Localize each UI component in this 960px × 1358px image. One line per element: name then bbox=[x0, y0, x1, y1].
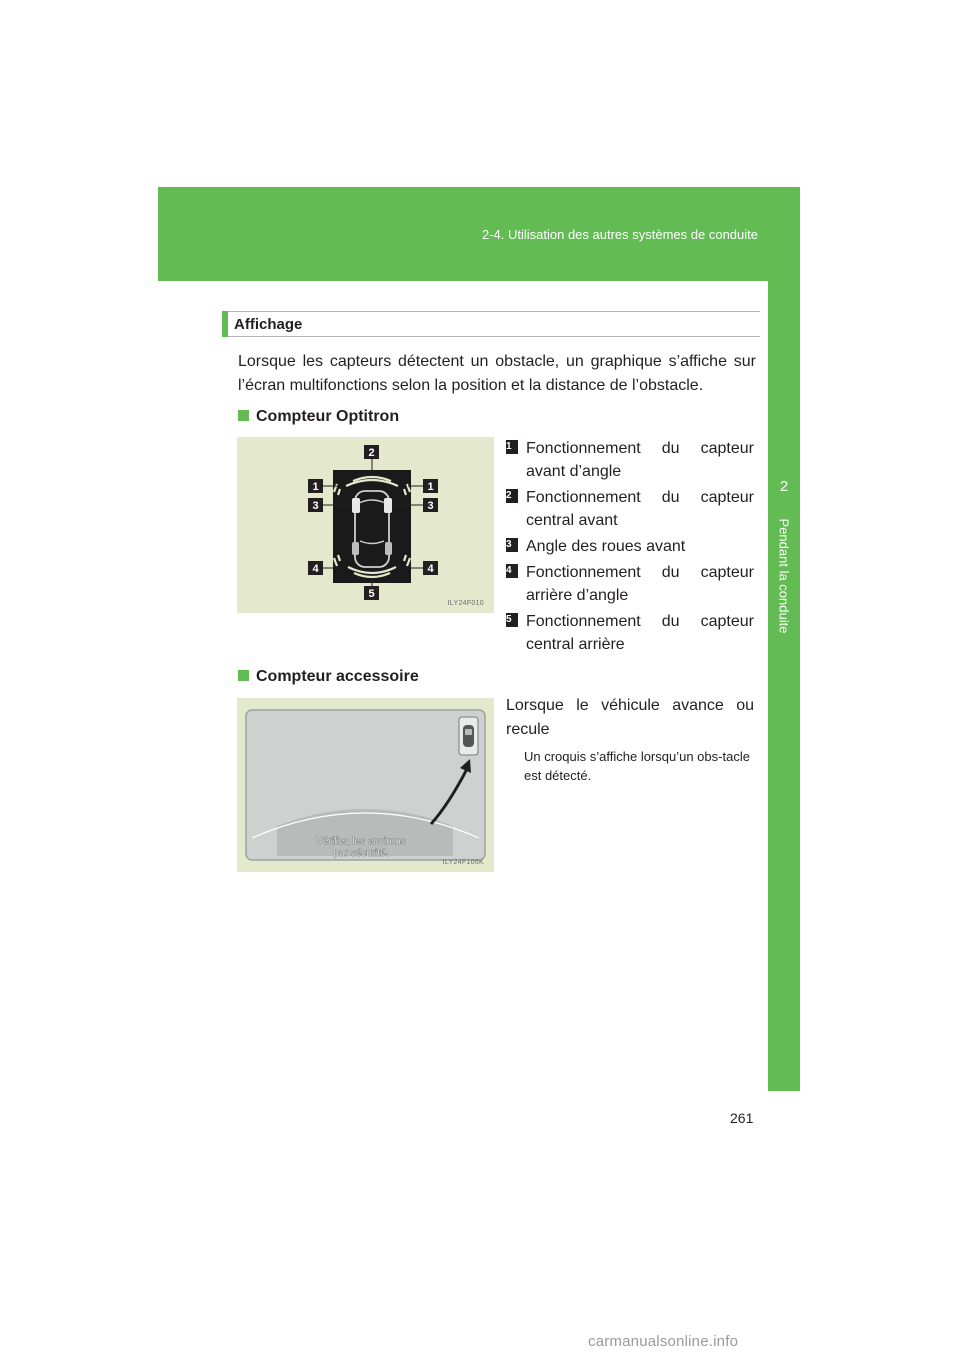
legend-text: Fonctionnement du capteur central arrière bbox=[526, 613, 754, 653]
figure-code: ILY24F010 bbox=[447, 600, 484, 607]
callout-number-icon: 5 bbox=[506, 613, 518, 627]
callout-number-icon: 2 bbox=[506, 489, 518, 503]
square-bullet-icon bbox=[238, 410, 249, 421]
square-bullet-icon bbox=[238, 670, 249, 681]
svg-text:1: 1 bbox=[427, 481, 434, 493]
section-accent-bar bbox=[222, 311, 228, 337]
intro-paragraph: Lorsque les capteurs détectent un obstacle, un graphique s’affiche sur l’écran multifonctions selon la position et la distance de l’obstacle. bbox=[238, 353, 756, 394]
svg-text:4: 4 bbox=[312, 563, 319, 575]
legend-text: Fonctionnement du capteur central avant bbox=[526, 489, 754, 529]
accessory-diagram bbox=[237, 698, 494, 872]
svg-text:4: 4 bbox=[427, 563, 434, 575]
chapter-side-tab bbox=[768, 281, 800, 1091]
page-number: 261 bbox=[730, 1110, 754, 1126]
legend-text: Fonctionnement du capteur arrière d’angle bbox=[526, 564, 754, 604]
callout-number-icon: 1 bbox=[506, 440, 518, 454]
screen-message-line2: par sécurité. bbox=[333, 848, 389, 859]
accessory-heading-text: Compteur accessoire bbox=[256, 668, 419, 685]
svg-text:5: 5 bbox=[368, 588, 375, 600]
legend-item bbox=[506, 437, 754, 483]
chapter-label: Pendant la conduite bbox=[776, 518, 792, 634]
svg-text:3: 3 bbox=[427, 500, 434, 512]
watermark: carmanualsonline.info bbox=[588, 1333, 739, 1350]
legend-text: Fonctionnement du capteur avant d’angle bbox=[526, 440, 754, 480]
accessory-text: Lorsque le véhicule avance ou recule bbox=[506, 697, 754, 738]
optitron-heading bbox=[238, 408, 399, 426]
legend-item bbox=[506, 610, 754, 656]
svg-text:3: 3 bbox=[312, 500, 319, 512]
accessory-heading bbox=[238, 668, 419, 686]
accessory-note: Un croquis s’affiche lorsqu’un obs-tacle est détecté. bbox=[524, 749, 750, 783]
callout-number-icon: 3 bbox=[506, 538, 518, 552]
optitron-diagram bbox=[237, 437, 494, 613]
optitron-legend bbox=[506, 437, 754, 659]
legend-item bbox=[506, 561, 754, 607]
screen-message-line1: Vérifiez les environs bbox=[316, 836, 406, 847]
chapter-number: 2 bbox=[779, 478, 789, 495]
section-heading bbox=[222, 311, 760, 337]
figure-code: ILY24F106K bbox=[442, 859, 484, 866]
optitron-heading-text: Compteur Optitron bbox=[256, 408, 400, 425]
callout-number-icon: 4 bbox=[506, 564, 518, 578]
header-band bbox=[158, 187, 800, 281]
legend-item bbox=[506, 486, 754, 532]
legend-item bbox=[506, 535, 754, 558]
header-title: 2-4. Utilisation des autres systèmes de conduite bbox=[481, 227, 758, 242]
legend-text: Angle des roues avant bbox=[526, 538, 686, 555]
accessory-figure bbox=[237, 698, 494, 872]
svg-text:1: 1 bbox=[312, 481, 319, 493]
section-title: Affichage bbox=[234, 316, 303, 333]
optitron-figure bbox=[237, 437, 494, 613]
svg-text:2: 2 bbox=[368, 447, 375, 459]
